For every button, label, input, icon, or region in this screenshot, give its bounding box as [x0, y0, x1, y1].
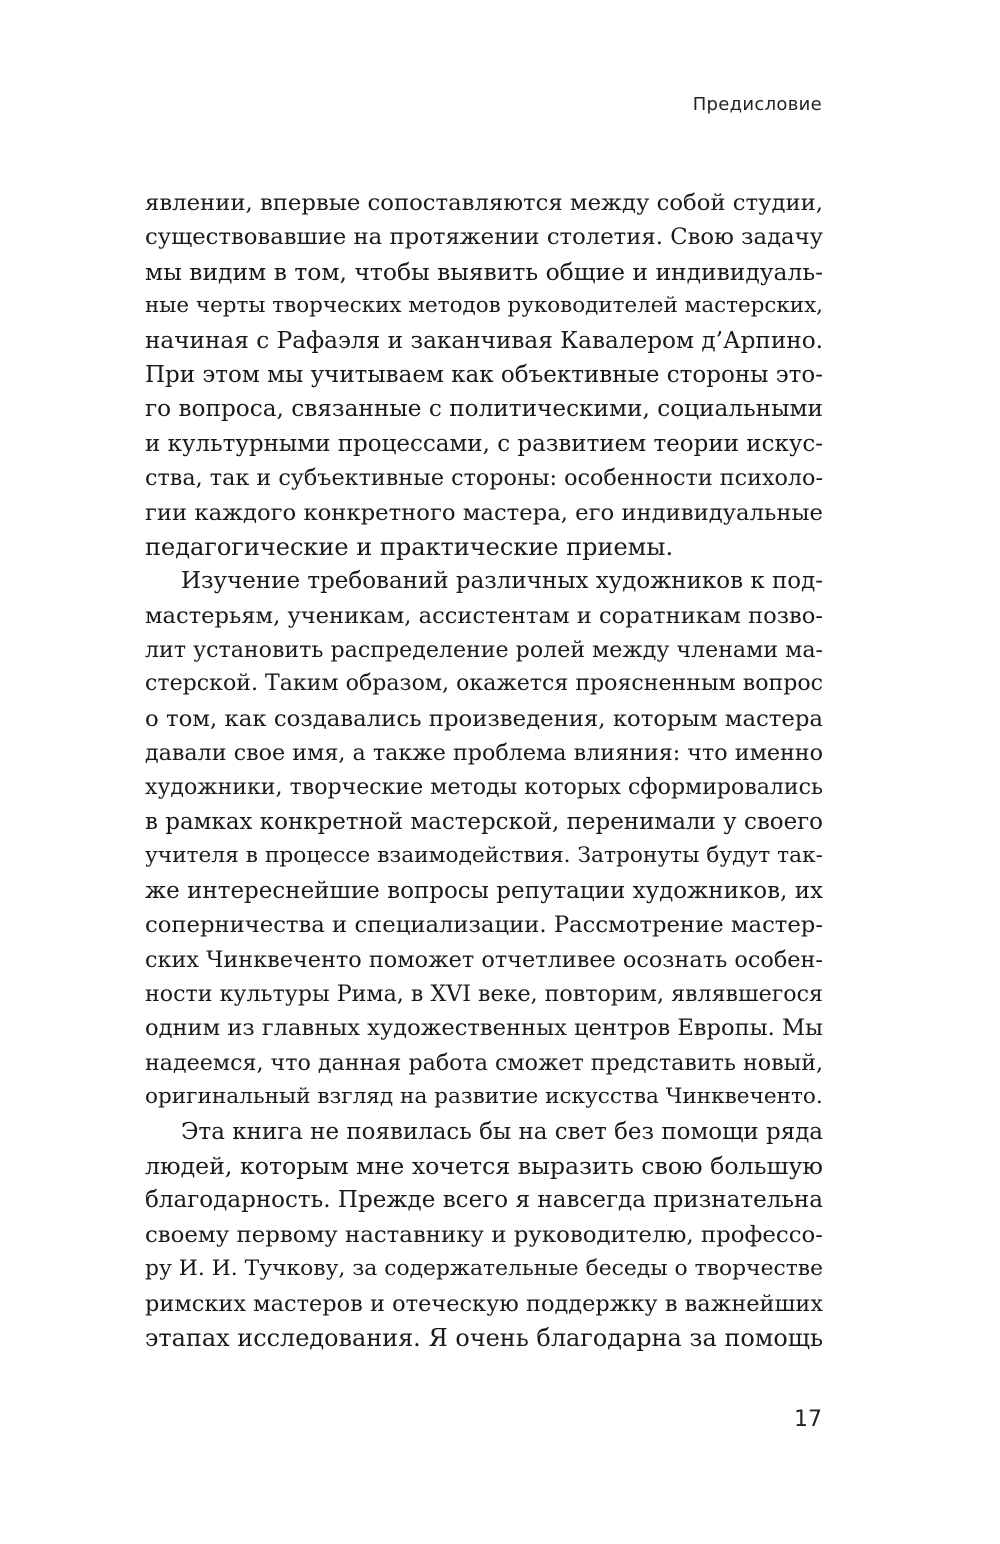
text-line: начиная с Рафаэля и заканчивая Кавалером д’Арпино.: [145, 326, 823, 354]
text-line: При этом мы учитываем как объективные стороны это-: [145, 361, 823, 388]
text-line: Эта книга не появилась бы на свет без помощи ряда: [181, 1118, 823, 1145]
text-line: Изучение требований различных художников к под-: [181, 568, 824, 595]
text-line: стерской. Таким образом, окажется проясненным вопрос: [145, 671, 823, 697]
text-line: гии каждого конкретного мастера, его индивидуальные: [145, 499, 823, 526]
text-line: лит установить распределение ролей между членами ма-: [145, 637, 823, 664]
text-line: ских Чинквеченто поможет отчетливее осознать особен-: [145, 946, 823, 973]
text-line: ные черты творческих методов руководителей мастерских,: [145, 293, 823, 319]
paragraph-2: [145, 564, 823, 1114]
body-text: [145, 186, 823, 1355]
page-number: 17: [794, 1407, 822, 1432]
text-line: существовавшие на протяжении столетия. Свою задачу: [145, 224, 823, 251]
text-line: благодарность. Прежде всего я навсегда признательна: [145, 1187, 823, 1214]
text-line: оригинальный взгляд на развитие искусства Чинквеченто.: [145, 1084, 823, 1110]
text-line: ности культуры Рима, в XVI веке, повторим, являвшегося: [145, 980, 823, 1007]
text-line: ру И. И. Тучкову, за содержательные беседы о творчестве: [145, 1256, 823, 1282]
text-line: ства, так и субъективные стороны: особенности психоло-: [145, 465, 823, 492]
text-line: педагогические и практические приемы.: [145, 532, 674, 561]
text-line: в рамках конкретной мастерской, перенимали у своего: [145, 809, 823, 836]
text-line: мастерьям, ученикам, ассистентам и соратникам позво-: [145, 602, 823, 629]
text-line: надеемся, что данная работа сможет представить новый,: [145, 1049, 824, 1076]
text-line: давали свое имя, а также проблема влияния: что именно: [145, 740, 823, 767]
text-line: мы видим в том, чтобы выявить общие и индивидуаль-: [145, 257, 823, 286]
text-line: людей, которым мне хочется выразить свою большую: [145, 1151, 823, 1180]
text-line: своему первому наставнику и руководителю, профессо-: [145, 1221, 823, 1248]
text-line: учителя в процессе взаимодействия. Затронуты будут так-: [145, 843, 823, 869]
text-line: одним из главных художественных центров Европы. Мы: [145, 1015, 824, 1042]
text-line: и культурными процессами, с развитием теории искус-: [145, 430, 823, 457]
text-line: художники, творческие методы которых сформировались: [145, 774, 823, 800]
text-line: соперничества и специализации. Рассмотрение мастер-: [145, 912, 823, 939]
text-line: римских мастеров и отеческую поддержку в важнейших: [145, 1290, 823, 1317]
text-line: явлении, впервые сопоставляются между собой студии,: [145, 190, 823, 216]
running-header: Предисловие: [692, 94, 822, 115]
text-line: этапах исследования. Я очень благодарна за помощь: [145, 1323, 823, 1352]
paragraph-1: [145, 186, 823, 564]
paragraph-3: [145, 1115, 823, 1356]
text-line: го вопроса, связанные с политическими, социальными: [145, 395, 823, 423]
text-line: же интереснейшие вопросы репутации художников, их: [145, 877, 823, 904]
text-line: о том, как создавались произведения, которым мастера: [145, 705, 823, 732]
